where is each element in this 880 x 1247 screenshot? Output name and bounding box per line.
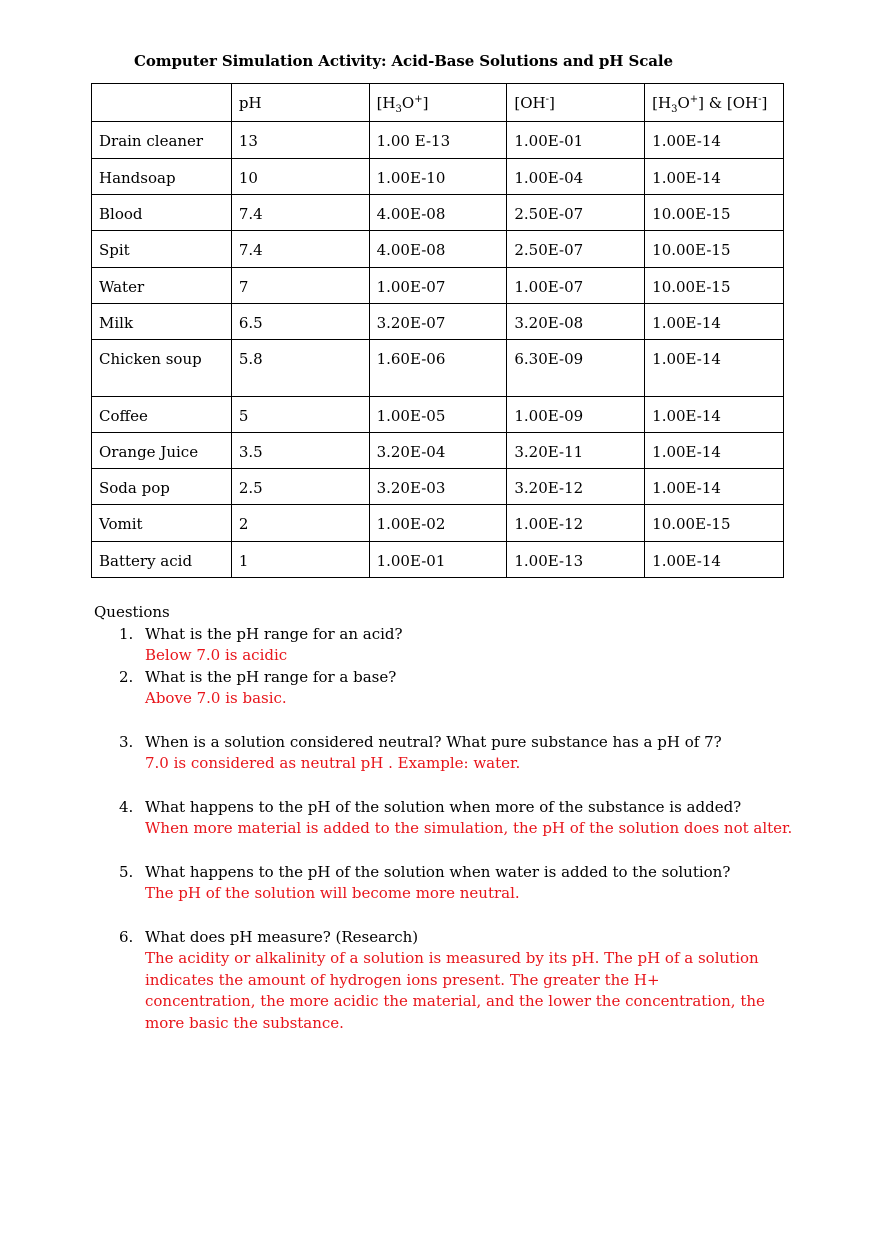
list-item bbox=[94, 862, 794, 905]
cell-oh: 3.20E-11 bbox=[507, 433, 645, 469]
cell-ph: 3.5 bbox=[231, 433, 369, 469]
cell-oh: 3.20E-08 bbox=[507, 304, 645, 340]
answer-text: Above 7.0 is basic. bbox=[145, 689, 287, 707]
table-header-row bbox=[92, 84, 784, 122]
table-row bbox=[92, 542, 784, 578]
header-ph: pH bbox=[231, 84, 369, 122]
question-text: What happens to the pH of the solution when water is added to the solution? bbox=[145, 862, 731, 881]
cell-ph: 7.4 bbox=[231, 195, 369, 231]
page-title: Computer Simulation Activity: Acid-Base Solutions and pH Scale bbox=[134, 52, 673, 70]
cell-substance: Blood bbox=[92, 195, 232, 231]
question-number: 1. bbox=[119, 624, 134, 643]
cell-oh: 1.00E-09 bbox=[507, 397, 645, 433]
cell-h3o: 1.00 E-13 bbox=[369, 122, 507, 159]
questions-heading: Questions bbox=[94, 603, 170, 621]
table-row bbox=[92, 268, 784, 304]
cell-oh: 1.00E-04 bbox=[507, 159, 645, 195]
table-row bbox=[92, 195, 784, 231]
answer-text: The acidity or alkalinity of a solution is measured by its pH. The pH of a solution indicates the amount of hydrogen ions present. The greater the H+ concentration, the more acidic the material, and the lower the concentration, the more basic the substance. bbox=[145, 949, 765, 1032]
cell-substance: Handsoap bbox=[92, 159, 232, 195]
cell-ph: 6.5 bbox=[231, 304, 369, 340]
cell-substance: Coffee bbox=[92, 397, 232, 433]
cell-product: 1.00E-14 bbox=[645, 159, 784, 195]
cell-product: 10.00E-15 bbox=[645, 505, 784, 542]
cell-substance: Spit bbox=[92, 231, 232, 268]
cell-oh: 2.50E-07 bbox=[507, 195, 645, 231]
cell-h3o: 1.00E-02 bbox=[369, 505, 507, 542]
cell-product: 1.00E-14 bbox=[645, 469, 784, 505]
cell-ph: 13 bbox=[231, 122, 369, 159]
cell-h3o: 1.00E-05 bbox=[369, 397, 507, 433]
answer-text: The pH of the solution will become more neutral. bbox=[145, 884, 520, 902]
table-row bbox=[92, 304, 784, 340]
cell-ph: 5.8 bbox=[231, 340, 369, 397]
question-text: What is the pH range for a base? bbox=[145, 667, 397, 686]
list-item bbox=[94, 667, 794, 710]
cell-oh: 1.00E-01 bbox=[507, 122, 645, 159]
list-item bbox=[94, 927, 794, 1035]
cell-ph: 2 bbox=[231, 505, 369, 542]
cell-h3o: 3.20E-04 bbox=[369, 433, 507, 469]
question-number: 6. bbox=[119, 927, 134, 946]
cell-substance: Battery acid bbox=[92, 542, 232, 578]
cell-h3o: 1.00E-07 bbox=[369, 268, 507, 304]
cell-oh: 2.50E-07 bbox=[507, 231, 645, 268]
cell-oh: 1.00E-13 bbox=[507, 542, 645, 578]
table-row bbox=[92, 340, 784, 397]
cell-ph: 5 bbox=[231, 397, 369, 433]
table-row bbox=[92, 505, 784, 542]
answer-text: Below 7.0 is acidic bbox=[145, 646, 288, 664]
question-number: 2. bbox=[119, 667, 134, 686]
table-row bbox=[92, 397, 784, 433]
table-row bbox=[92, 231, 784, 268]
cell-substance: Chicken soup bbox=[92, 340, 232, 397]
cell-oh: 1.00E-12 bbox=[507, 505, 645, 542]
cell-product: 1.00E-14 bbox=[645, 340, 784, 397]
cell-h3o: 3.20E-07 bbox=[369, 304, 507, 340]
cell-ph: 7 bbox=[231, 268, 369, 304]
cell-product: 1.00E-14 bbox=[645, 397, 784, 433]
cell-h3o: 4.00E-08 bbox=[369, 231, 507, 268]
list-item bbox=[94, 797, 794, 840]
cell-ph: 1 bbox=[231, 542, 369, 578]
questions-section bbox=[94, 602, 794, 1034]
question-text: When is a solution considered neutral? What pure substance has a pH of 7? bbox=[145, 732, 722, 751]
question-number: 3. bbox=[119, 732, 134, 751]
cell-substance: Drain cleaner bbox=[92, 122, 232, 159]
answer-text: 7.0 is considered as neutral pH . Example: water. bbox=[145, 754, 521, 772]
list-item bbox=[94, 732, 794, 775]
cell-product: 1.00E-14 bbox=[645, 433, 784, 469]
cell-product: 1.00E-14 bbox=[645, 542, 784, 578]
cell-substance: Orange Juice bbox=[92, 433, 232, 469]
cell-h3o: 1.60E-06 bbox=[369, 340, 507, 397]
header-h3o: $[H_3O^+]$ bbox=[369, 84, 507, 122]
cell-oh: 3.20E-12 bbox=[507, 469, 645, 505]
header-oh: [OH-] bbox=[507, 84, 645, 122]
table-row bbox=[92, 122, 784, 159]
cell-oh: 1.00E-07 bbox=[507, 268, 645, 304]
questions-list bbox=[94, 624, 794, 1035]
header-substance bbox=[92, 84, 232, 122]
cell-product: 10.00E-15 bbox=[645, 195, 784, 231]
question-text: What happens to the pH of the solution when more of the substance is added? bbox=[145, 797, 742, 816]
cell-h3o: 4.00E-08 bbox=[369, 195, 507, 231]
question-number: 5. bbox=[119, 862, 134, 881]
cell-substance: Water bbox=[92, 268, 232, 304]
list-item bbox=[94, 624, 794, 667]
cell-product: 10.00E-15 bbox=[645, 268, 784, 304]
cell-h3o: 3.20E-03 bbox=[369, 469, 507, 505]
question-text: What is the pH range for an acid? bbox=[145, 624, 403, 643]
header-product: $[H_3O^+]$ & [OH-] bbox=[645, 84, 784, 122]
cell-h3o: 1.00E-01 bbox=[369, 542, 507, 578]
cell-substance: Milk bbox=[92, 304, 232, 340]
cell-ph: 2.5 bbox=[231, 469, 369, 505]
cell-substance: Soda pop bbox=[92, 469, 232, 505]
question-text: What does pH measure? (Research) bbox=[145, 927, 419, 946]
cell-ph: 7.4 bbox=[231, 231, 369, 268]
cell-substance: Vomit bbox=[92, 505, 232, 542]
cell-ph: 10 bbox=[231, 159, 369, 195]
cell-product: 1.00E-14 bbox=[645, 122, 784, 159]
table-row bbox=[92, 469, 784, 505]
cell-oh: 6.30E-09 bbox=[507, 340, 645, 397]
answer-text: When more material is added to the simulation, the pH of the solution does not alter. bbox=[145, 819, 793, 837]
cell-product: 10.00E-15 bbox=[645, 231, 784, 268]
cell-product: 1.00E-14 bbox=[645, 304, 784, 340]
table-row bbox=[92, 159, 784, 195]
question-number: 4. bbox=[119, 797, 134, 816]
ph-data-table bbox=[91, 83, 784, 578]
cell-h3o: 1.00E-10 bbox=[369, 159, 507, 195]
table-row bbox=[92, 433, 784, 469]
